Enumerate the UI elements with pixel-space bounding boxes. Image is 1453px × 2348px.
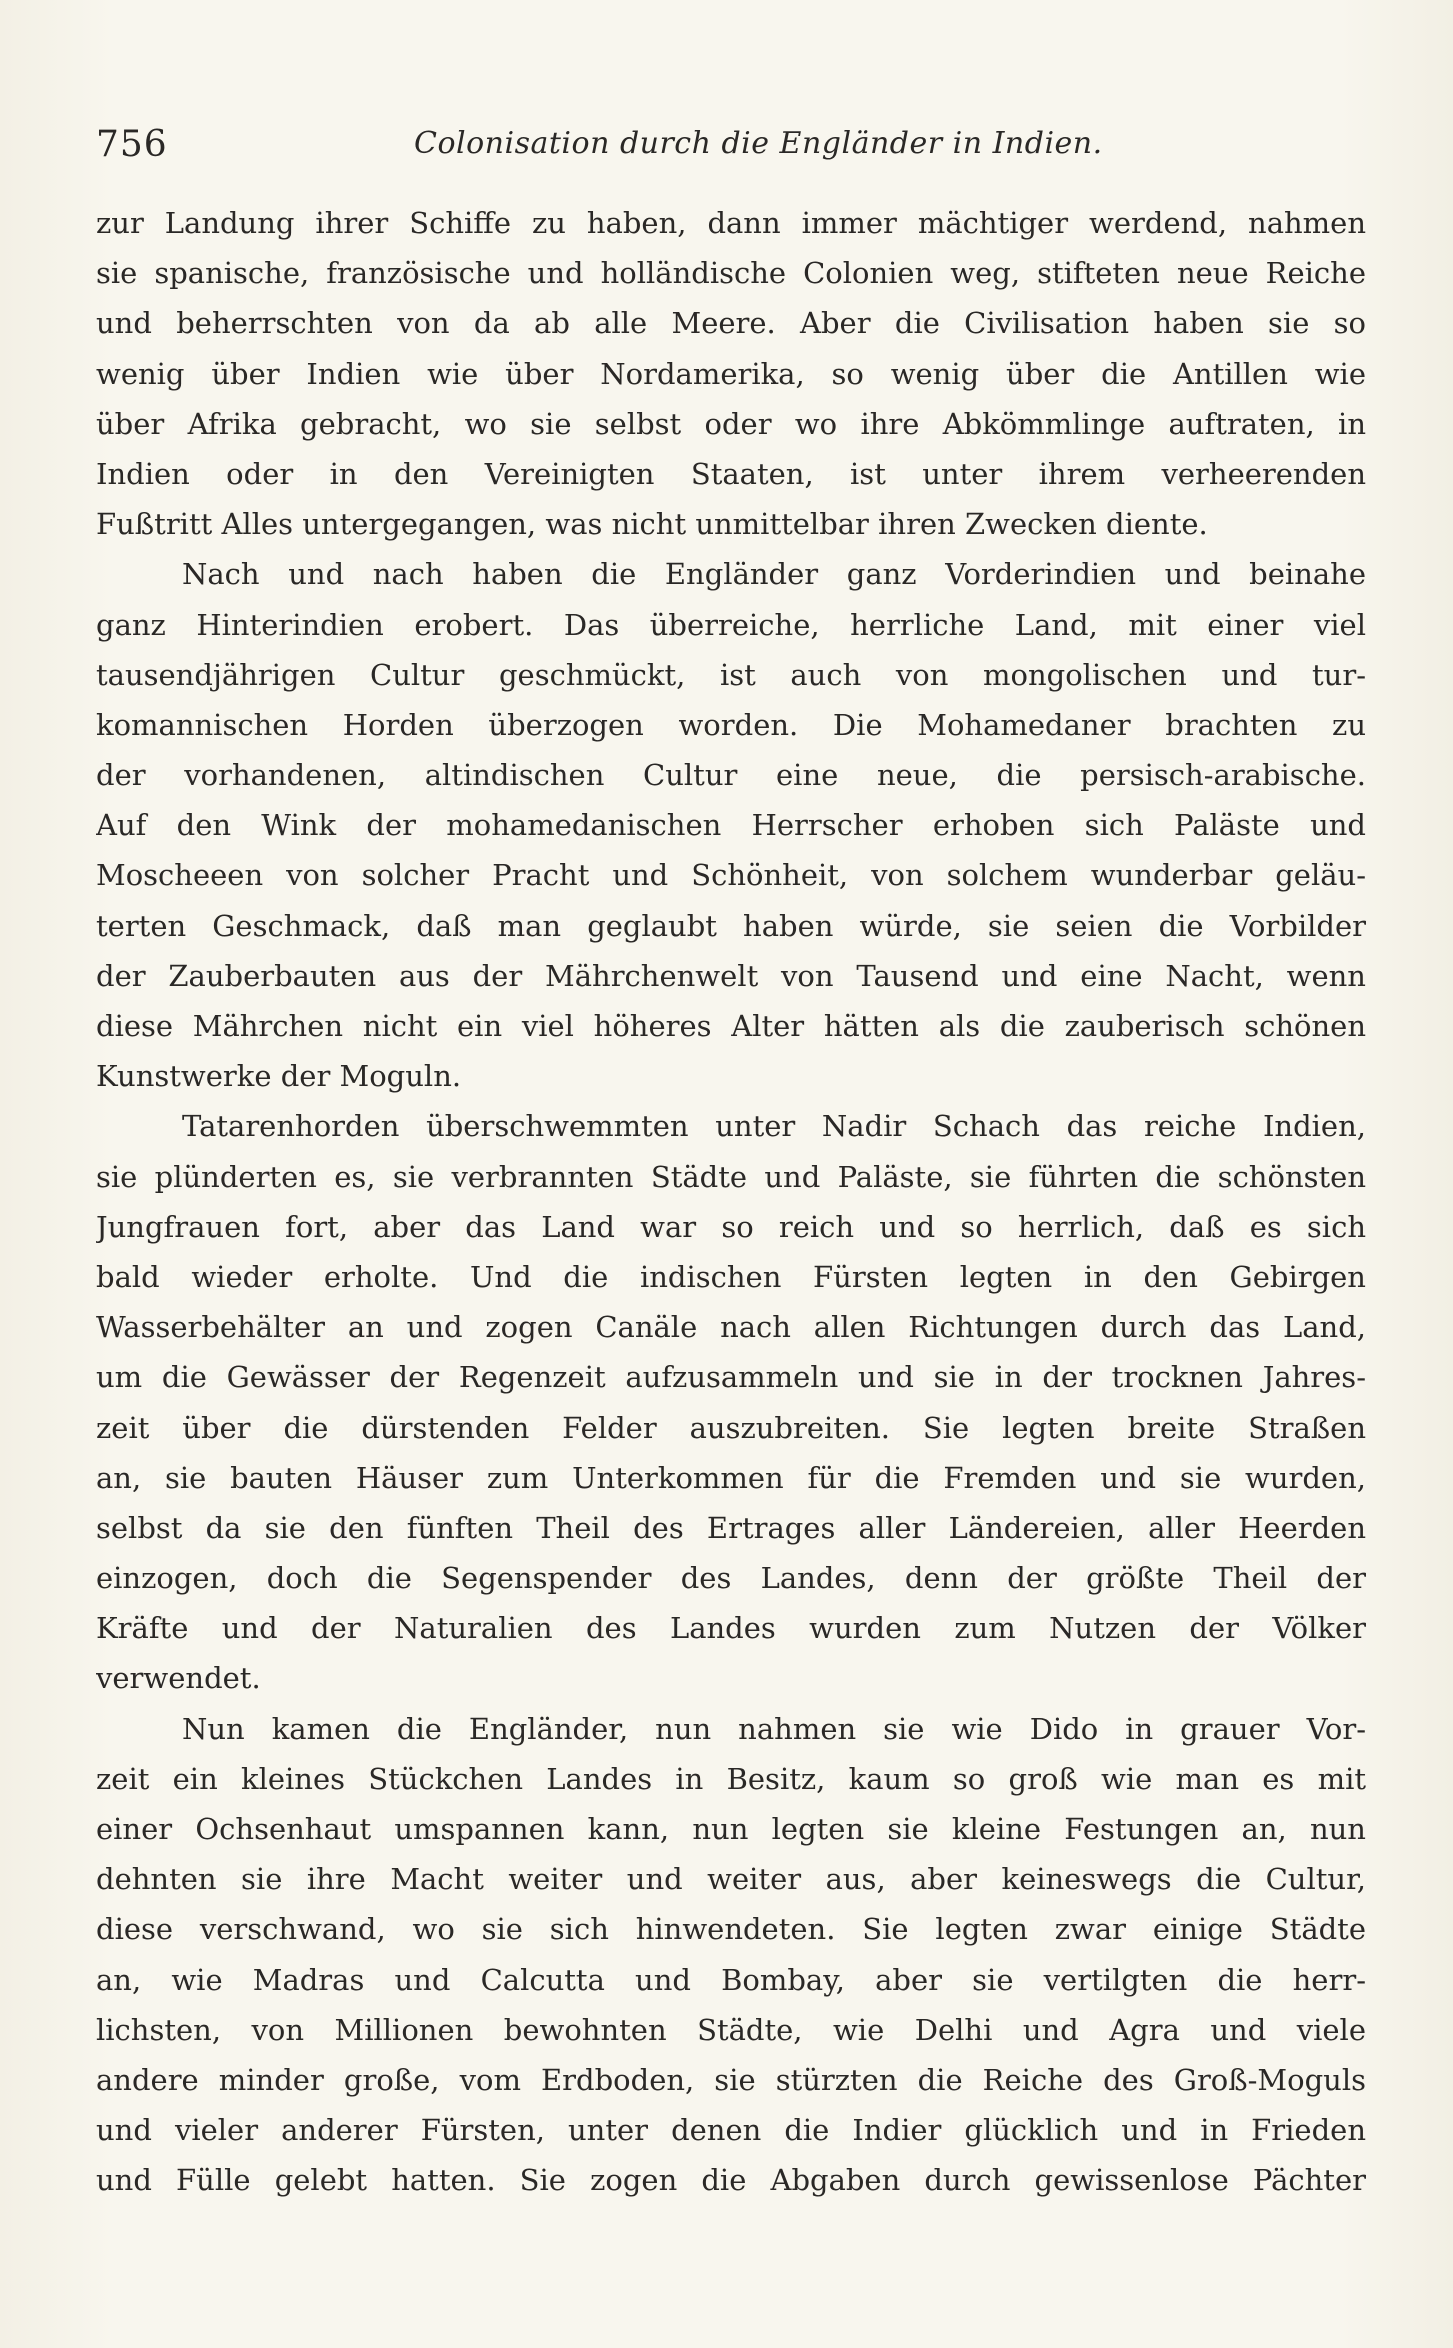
text-line: und vieler anderer Fürsten, unter denen die Indier glücklich und in Frieden: [96, 2113, 1366, 2148]
text-line: verwendet.: [96, 1661, 261, 1696]
text-line: an, sie bauten Häuser zum Unterkommen für die Fremden und sie wurden,: [96, 1460, 1366, 1495]
text-line: diese Mährchen nicht ein viel höheres Alter hätten als die zauberisch schönen: [96, 1009, 1366, 1043]
text-line: einer Ochsenhaut umspannen kann, nun legten sie kleine Festungen an, nun: [96, 1812, 1366, 1846]
text-line: Kunstwerke der Moguln.: [96, 1059, 462, 1094]
text-line: sie spanische, französische und holländische Colonien weg, stifteten neue Reiche: [96, 256, 1366, 291]
text-line: tausendjährigen Cultur geschmückt, ist auch von mongolischen und tur-: [96, 657, 1366, 692]
text-line: lichsten, von Millionen bewohnten Städte, wie Delhi und Agra und viele: [96, 2012, 1366, 2047]
text-line: Indien oder in den Vereinigten Staaten, ist unter ihrem verheerenden: [96, 456, 1366, 491]
text-line: ganz Hinterindien erobert. Das überreiche, herrliche Land, mit einer viel: [96, 607, 1366, 642]
text-line: und beherrschten von da ab alle Meere. Aber die Civilisation haben sie so: [96, 306, 1366, 341]
text-line: selbst da sie den fünften Theil des Ertrages aller Ländereien, aller Heerden: [96, 1510, 1366, 1545]
text-line: um die Gewässer der Regenzeit aufzusammeln und sie in der trocknen Jahres-: [96, 1360, 1366, 1395]
text-line: an, wie Madras und Calcutta und Bombay, aber sie vertilgten die herr-: [96, 1962, 1366, 1997]
text-line: sie plünderten es, sie verbrannten Städte und Paläste, sie führten die schönsten: [96, 1159, 1366, 1194]
text-line: Auf den Wink der mohamedanischen Herrscher erhoben sich Paläste und: [96, 808, 1366, 843]
page-header: [96, 118, 1366, 178]
page-number: 756: [96, 124, 168, 165]
text-line: und Fülle gelebt hatten. Sie zogen die Abgaben durch gewissenlose Pächter: [96, 2163, 1366, 2198]
text-line: Tatarenhorden überschwemmten unter Nadir Schach das reiche Indien,: [182, 1109, 1366, 1144]
text-line: andere minder große, vom Erdboden, sie stürzten die Reiche des Groß-Moguls: [96, 2062, 1366, 2097]
text-line: Nach und nach haben die Engländer ganz Vorderindien und beinahe: [182, 557, 1366, 592]
text-line: zeit ein kleines Stückchen Landes in Besitz, kaum so groß wie man es mit: [96, 1761, 1366, 1796]
running-head: Colonisation durch die Engländer in Indien.: [414, 126, 1103, 161]
text-line: bald wieder erholte. Und die indischen Fürsten legten in den Gebirgen: [96, 1259, 1366, 1294]
text-line: zeit über die dürstenden Felder auszubreiten. Sie legten breite Straßen: [96, 1410, 1366, 1445]
text-line: terten Geschmack, daß man geglaubt haben würde, sie seien die Vorbilder: [96, 908, 1366, 943]
text-line: diese verschwand, wo sie sich hinwendeten. Sie legten zwar einige Städte: [96, 1912, 1366, 1947]
text-line: Nun kamen die Engländer, nun nahmen sie wie Dido in grauer Vor-: [182, 1711, 1366, 1746]
text-line: der vorhandenen, altindischen Cultur eine neue, die persisch-arabische.: [96, 758, 1366, 793]
text-line: der Zauberbauten aus der Mährchenwelt von Tausend und eine Nacht, wenn: [96, 958, 1366, 993]
text-line: Fußtritt Alles untergegangen, was nicht unmittelbar ihren Zwecken diente.: [96, 507, 1208, 542]
text-line: Moscheeen von solcher Pracht und Schönheit, von solchem wunderbar geläu-: [96, 858, 1366, 893]
text-line: wenig über Indien wie über Nordamerika, so wenig über die Antillen wie: [96, 356, 1366, 391]
text-line: einzogen, doch die Segenspender des Landes, denn der größte Theil der: [96, 1561, 1366, 1596]
text-line: komannischen Horden überzogen worden. Die Mohamedaner brachten zu: [96, 707, 1366, 742]
text-line: Kräfte und der Naturalien des Landes wurden zum Nutzen der Völker: [96, 1611, 1366, 1646]
text-line: über Afrika gebracht, wo sie selbst oder wo ihre Abkömmlinge auftraten, in: [96, 406, 1366, 441]
text-line: Jungfrauen fort, aber das Land war so reich und so herrlich, daß es sich: [96, 1209, 1366, 1244]
text-line: dehnten sie ihre Macht weiter und weiter aus, aber keineswegs die Cultur,: [96, 1862, 1366, 1897]
text-line: zur Landung ihrer Schiffe zu haben, dann immer mächtiger werdend, nahmen: [96, 206, 1366, 240]
text-line: Wasserbehälter an und zogen Canäle nach allen Richtungen durch das Land,: [96, 1310, 1366, 1345]
body-text: [96, 198, 1366, 2206]
